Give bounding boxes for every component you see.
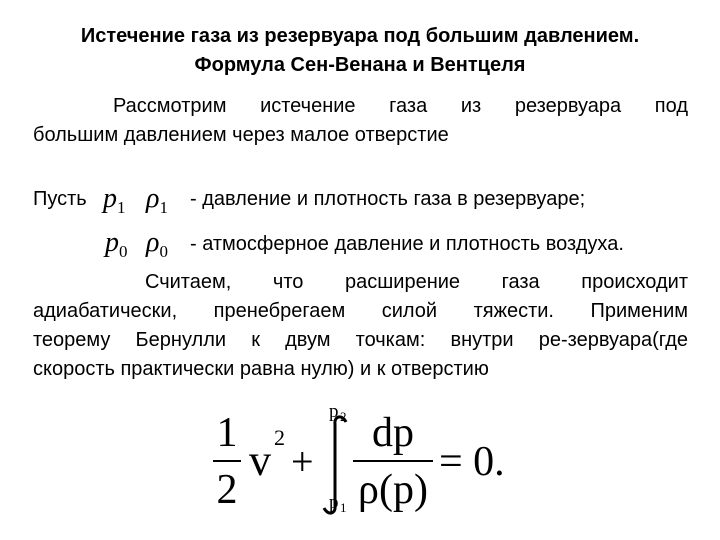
bernoulli-formula [205, 400, 525, 530]
definition-row-2-text: - атмосферное давление и плотность воздуха. [190, 233, 624, 255]
body-line-3: теорему Бернулли к двум точкам: внутри ре-зервуара(где [33, 329, 688, 351]
symbol-p0 [105, 228, 128, 267]
symbol-p1-letter: p [103, 183, 117, 214]
body-paragraph [33, 268, 688, 384]
symbol-rho0 [146, 228, 168, 267]
upper-limit: p [329, 401, 339, 422]
fraction-denominator: 2 [216, 467, 238, 513]
formula-svg [205, 400, 525, 530]
symbol-p0-letter: p [105, 227, 119, 258]
lower-limit: p [329, 492, 339, 513]
intro-line-2: большим давлением через малое отверстие [33, 124, 449, 146]
velocity-exponent: 2 [274, 425, 285, 450]
symbol-p1-sub: 1 [117, 198, 126, 217]
equals-zero: = 0. [439, 439, 505, 485]
symbol-rho1 [146, 184, 168, 223]
fraction-numerator: 1 [216, 410, 238, 456]
velocity-symbol: v [249, 436, 271, 485]
intro-paragraph [33, 92, 688, 150]
symbol-rho0-letter: ρ [146, 227, 160, 258]
slide-title [0, 22, 720, 80]
upper-limit-sub: 2 [340, 409, 347, 424]
symbol-p0-sub: 0 [119, 242, 128, 261]
symbol-rho1-letter: ρ [146, 183, 160, 214]
lower-limit-sub: 1 [340, 500, 347, 515]
definition-row-1-text: - давление и плотность газа в резервуаре; [190, 188, 586, 210]
integrand-denominator: ρ(p) [358, 467, 428, 513]
let-word: Пусть [33, 188, 87, 210]
body-line-4: скорость практически равна нулю) и к отверстию [33, 358, 489, 380]
integrand-numerator: dp [372, 410, 414, 456]
symbol-rho1-sub: 1 [159, 198, 168, 217]
title-line-2: Формула Сен-Венана и Вентцеля [194, 54, 526, 76]
body-line-1: Считаем, что расширение газа происходит [145, 271, 688, 293]
title-line-1: Истечение газа из резервуара под большим давлением. [80, 25, 640, 47]
symbol-p1 [103, 184, 126, 223]
symbol-rho0-sub: 0 [159, 242, 168, 261]
intro-line-1: Рассмотрим истечение газа из резервуара под [113, 95, 688, 117]
body-line-2: адиабатически, пренебрегаем силой тяжести. Применим [33, 300, 688, 322]
plus-sign: + [291, 439, 314, 484]
